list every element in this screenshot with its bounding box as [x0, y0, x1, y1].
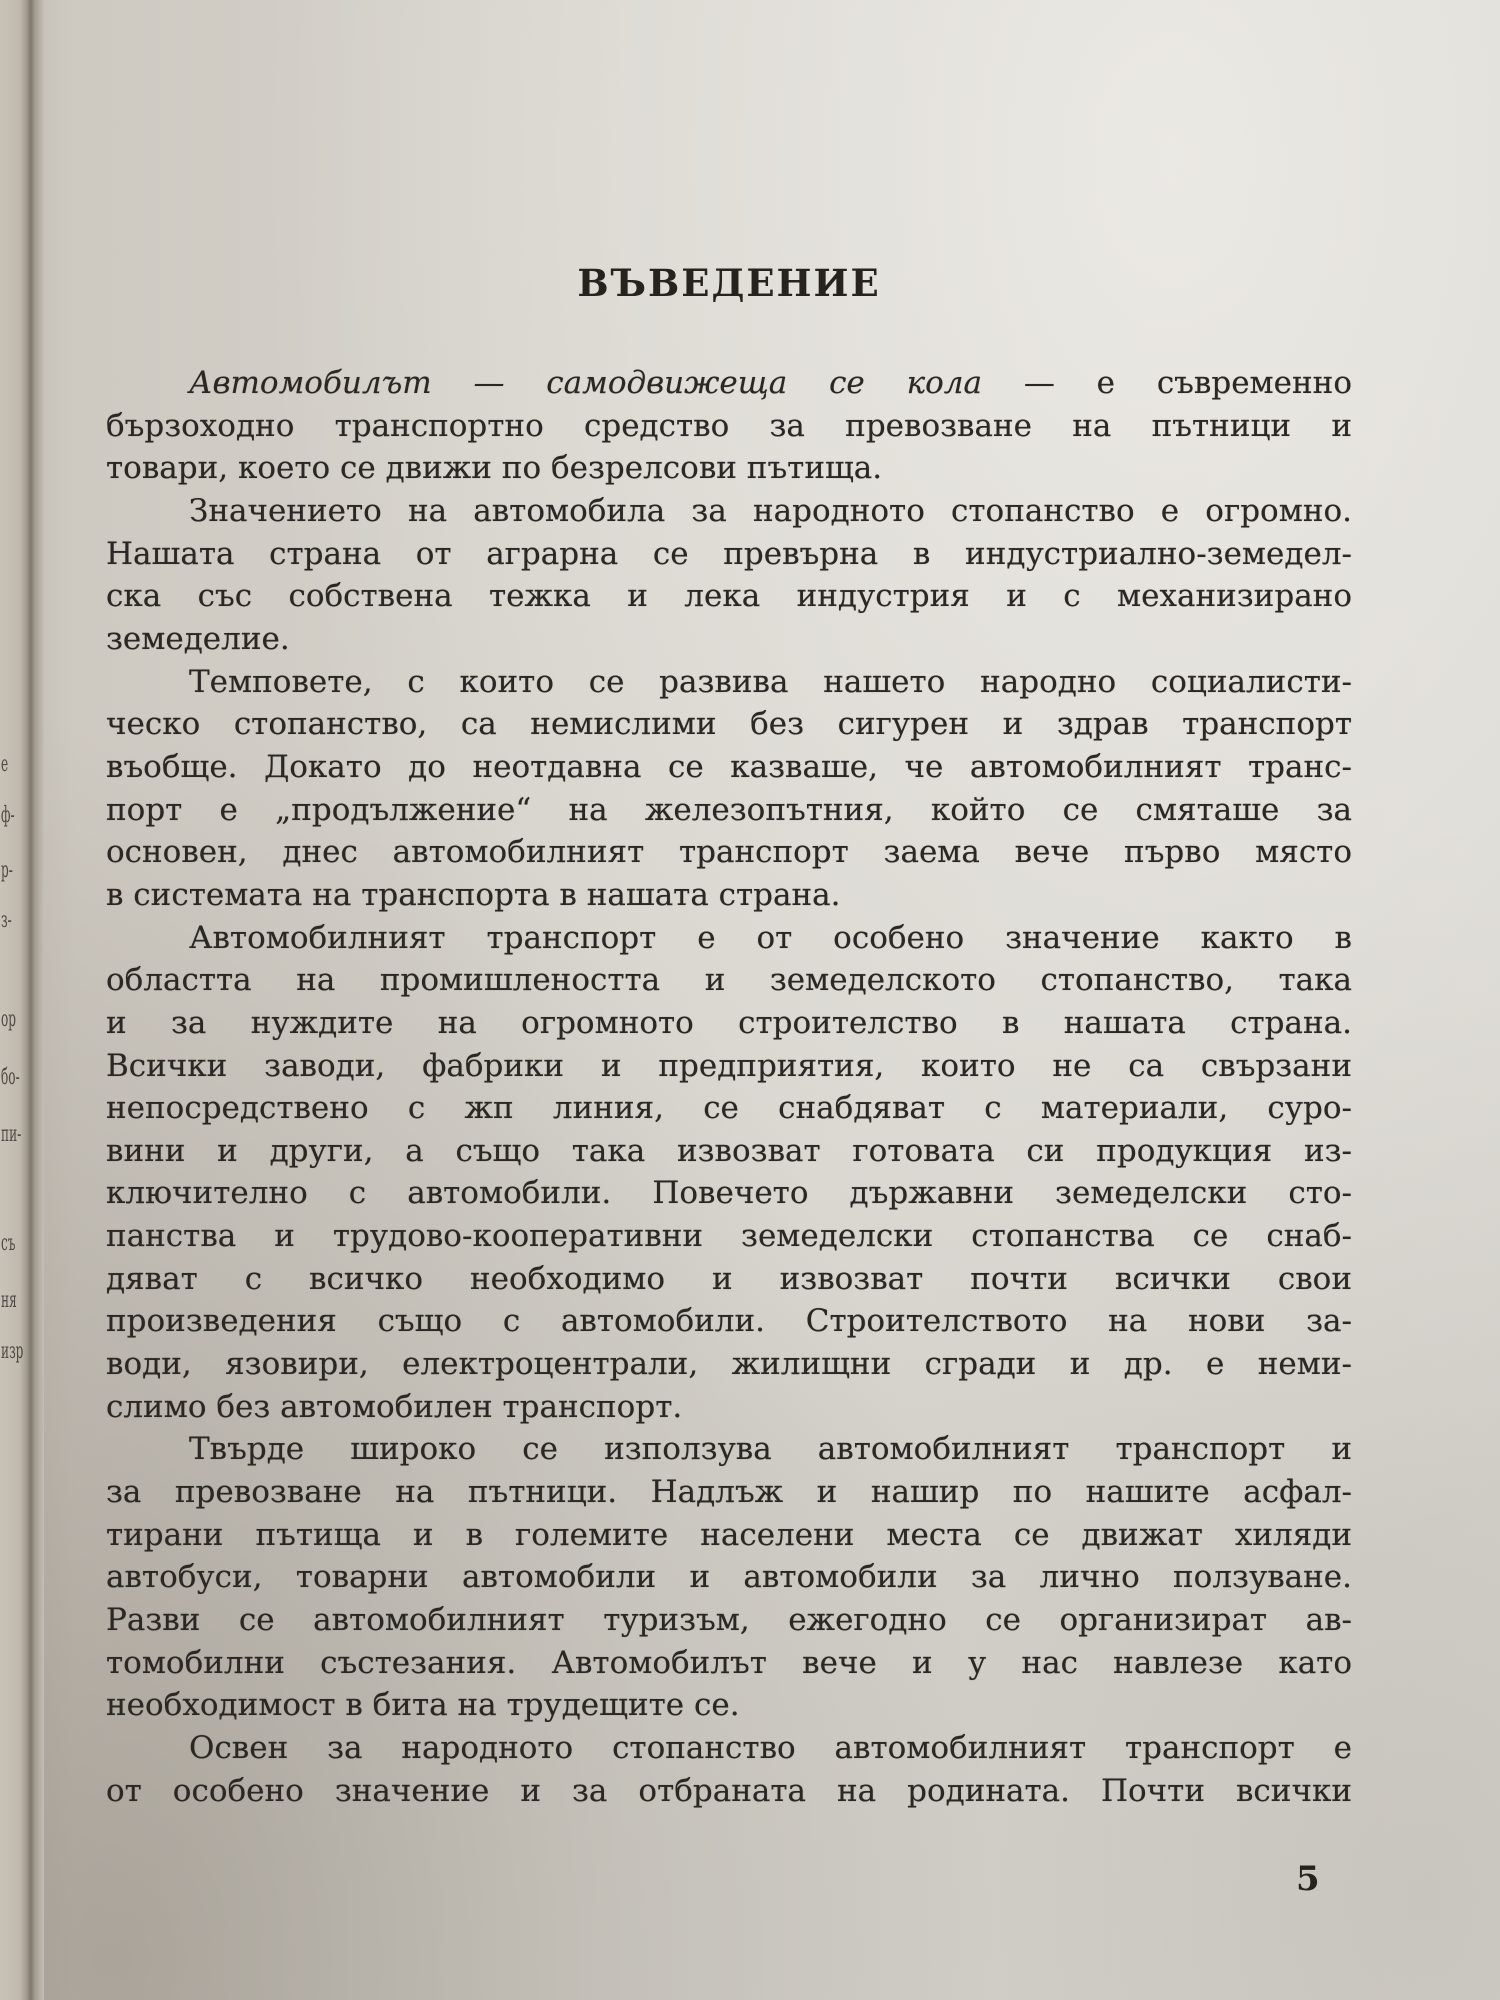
text-line: вини и други, а също така извозват готовата си продукция из-	[106, 1132, 1352, 1169]
text-span: — е съвременно	[1023, 365, 1352, 401]
chapter-title: ВЪВЕДЕНИЕ	[577, 261, 881, 305]
text-line: ключително с автомобили. Повечето държавни земеделски сто-	[106, 1175, 1352, 1212]
adjacent-page-fragment: изр	[1, 1339, 24, 1364]
text-line: автобуси, товарни автомобили и автомобили за лично ползуване.	[106, 1559, 1352, 1596]
text-line: Значението на автомобила за народното стопанство е огромно.	[189, 492, 1352, 529]
text-line: Освен за народното стопанство автомобилният транспорт е	[189, 1730, 1352, 1766]
italic-term: Автомобилът — самодвижеща се кола	[189, 365, 982, 401]
text-line: слимо без автомобилен транспорт.	[106, 1388, 683, 1425]
text-line: въобще. Докато до неотдавна се казваше, че автомобилният транс-	[106, 748, 1352, 785]
text-line: дяват с всичко необходимо и извозват почти всички свои	[106, 1260, 1352, 1297]
text-line: води, язовири, електроцентрали, жилищни сгради и др. е неми-	[106, 1346, 1352, 1383]
text-line: областта на промишлеността и земеделското стопанство, така	[106, 962, 1352, 999]
text-line: Автомобилният транспорт е от особено значение както в	[189, 919, 1352, 956]
text-line: земеделие.	[106, 620, 290, 657]
text-line	[106, 362, 1352, 405]
adjacent-page-fragment: бо-	[1, 1065, 20, 1090]
text-line: ска със собствена тежка и лека индустрия и с механизирано	[106, 578, 1352, 615]
text-line: Темповете, с които се развива нашето народно социалисти-	[189, 663, 1352, 700]
text-line: панства и трудово-кооперативни земеделски стопанства се снаб-	[106, 1218, 1352, 1255]
text-line: в системата на транспорта в нашата страна.	[106, 876, 841, 913]
adjacent-page-fragment: съ	[1, 1231, 16, 1256]
text-line: тирани пътища и в големите населени места се движат хиляди	[106, 1516, 1352, 1553]
text-line: Твърде широко се използува автомобилният транспорт и	[189, 1431, 1352, 1468]
text-line: Всички заводи, фабрики и предприятия, които не са свързани	[106, 1047, 1352, 1084]
text-line: товари, което се движи по безрелсови пътища.	[106, 450, 883, 487]
text-line: произведения също с автомобили. Строителството на нови за-	[106, 1303, 1352, 1340]
text-line: основен, днес автомобилният транспорт заема вече първо място	[106, 834, 1352, 871]
text-line: Нашата страна от аграрна се превърна в индустриално-земедел-	[106, 535, 1352, 572]
text-line: за превозване на пътници. Надлъж и нашир по нашите асфал-	[106, 1474, 1352, 1511]
text-line: Разви се автомобилният туризъм, ежегодно се организират ав-	[106, 1602, 1352, 1639]
adjacent-page-fragment: ф-	[1, 803, 15, 828]
chapter-body-text	[106, 362, 1352, 1812]
text-line: и за нуждите на огромното строителство в нашата страна.	[106, 1004, 1352, 1041]
text-line: порт е „продължение“ на железопътния, който се смяташе за	[106, 791, 1352, 828]
text-line: необходимост в бита на трудещите се.	[106, 1687, 740, 1724]
text-line: ческо стопанство, са немислими без сигурен и здрав транспорт	[106, 706, 1352, 743]
adjacent-page-fragment: пи-	[1, 1122, 22, 1147]
adjacent-page-fragment: ор	[1, 1007, 17, 1032]
adjacent-page-fragment: е	[1, 752, 9, 777]
adjacent-page-fragment: р-	[1, 858, 13, 883]
adjacent-page-fragment: ня	[1, 1288, 17, 1313]
text-line: бързоходно транспортно средство за превозване на пътници и	[106, 407, 1352, 444]
text-line: томобилни състезания. Автомобилът вече и у нас навлезе като	[106, 1644, 1352, 1681]
page-number: 5	[1296, 1859, 1320, 1899]
text-line: от особено значение и за отбраната на родината. Почти всички	[106, 1772, 1352, 1809]
adjacent-page-fragment: з-	[1, 908, 12, 933]
text-line: непосредствено с жп линия, се снабдяват с материали, суро-	[106, 1090, 1352, 1127]
book-gutter-shadow	[0, 0, 44, 2000]
